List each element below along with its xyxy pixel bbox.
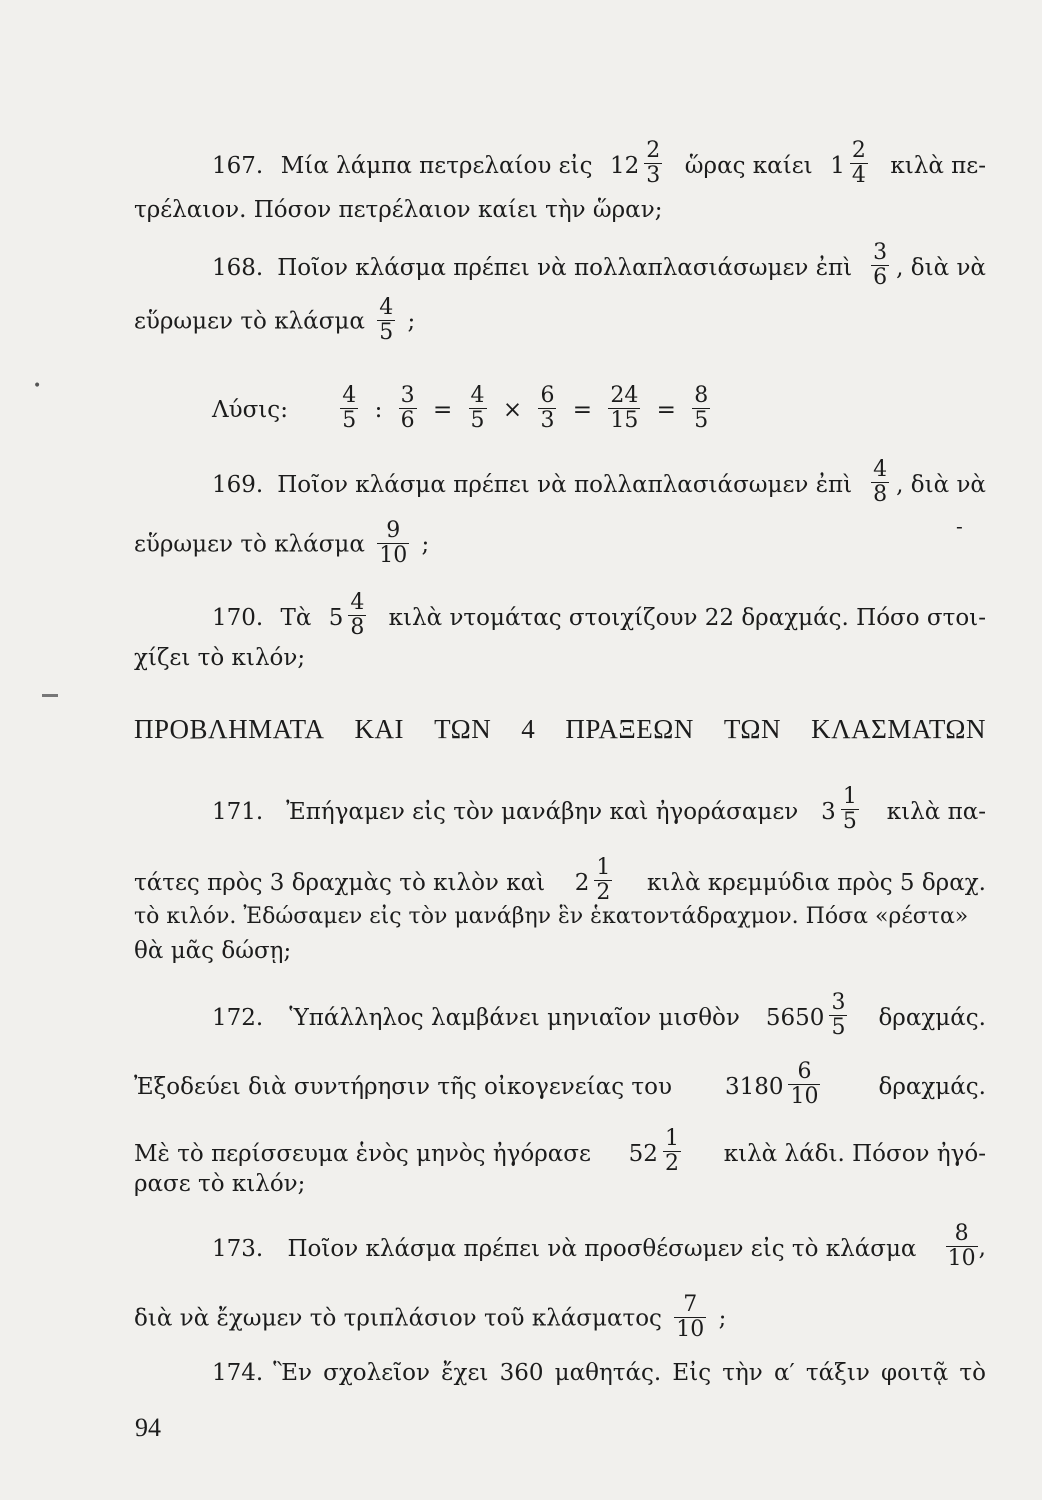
margin-mark xyxy=(42,694,58,697)
mixed-number: 12 $\frac{2}{3}$ xyxy=(609,138,661,188)
fraction: $\frac{3}{5}$ xyxy=(831,990,846,1040)
fraction: $\frac{4}{5}$ xyxy=(379,295,394,345)
problem-167-line-2: τρέλαιον. Πόσον πετρέλαιον καίει τὴν ὥραν; xyxy=(134,197,663,223)
mixed-number: 52 $\frac{1}{2}$ xyxy=(628,1126,679,1176)
problem-169-line-1: 169. Ποῖον κλάσμα πρέπει νὰ πολλαπλασιάσωμεν ἐπὶ $\frac{4}{8}$ , διὰ νὰ xyxy=(212,457,986,507)
fraction: $\frac{1}{2}$ xyxy=(664,1126,679,1176)
problem-171-line-4: θὰ μᾶς δώσῃ; xyxy=(134,938,292,964)
fraction: $\frac{2}{4}$ xyxy=(851,138,866,188)
mixed-number: 3 $\frac{1}{5}$ xyxy=(821,784,857,834)
fraction: $\frac{24}{15}$ xyxy=(610,383,639,433)
problem-172-line-2: Ἐξοδεύει διὰ συντήρησιν τῆς οἰκογενείας του 3180 $\frac{6}{10}$ δραχμάς. xyxy=(134,1059,986,1109)
problem-171-line-2: τάτες πρὸς 3 δραχμὰς τὸ κιλὸν καὶ 2 $\frac{1}{2}$ κιλὰ κρεμμύδια πρὸς 5 δραχ. xyxy=(134,855,986,905)
fraction: $\frac{6}{10}$ xyxy=(790,1059,819,1109)
problem-174-line-1: 174. Ἓν σχολεῖον ἔχει 360 μαθητάς. Εἰς τὴν α′ τάξιν φοιτᾷ τὸ xyxy=(212,1360,986,1386)
fraction: $\frac{3}{6}$ xyxy=(873,240,888,290)
problem-170-number: 170. xyxy=(212,604,264,631)
problem-170-line-1: 170. Τὰ 5 $\frac{4}{8}$ κιλὰ ντομάτας στοιχίζουν 22 δραχμάς. Πόσο στοι- xyxy=(212,590,986,640)
margin-dot: • xyxy=(33,378,42,394)
problem-173-line-1: 173. Ποῖον κλάσμα πρέπει νὰ προσθέσωμεν εἰς τὸ κλάσμα $\frac{8}{10}$ , xyxy=(212,1221,986,1271)
problem-174-number: 174. xyxy=(212,1360,264,1386)
solution-label: Λύσις: xyxy=(212,396,288,423)
fraction: $\frac{8}{10}$ xyxy=(947,1221,976,1271)
problem-172-line-3: Μὲ τὸ περίσσευμα ἑνὸς μηνὸς ἠγόρασε 52 $\frac{1}{2}$ κιλὰ λάδι. Πόσον ἠγό- xyxy=(134,1126,986,1176)
problem-169-number: 169. xyxy=(212,471,264,498)
mixed-number: 1 $\frac{2}{4}$ xyxy=(830,138,866,188)
fraction: $\frac{7}{10}$ xyxy=(676,1292,705,1342)
page-number: 94 xyxy=(135,1413,161,1442)
fraction: $\frac{9}{10}$ xyxy=(379,518,408,568)
problem-173-number: 173. xyxy=(212,1235,264,1262)
fraction: $\frac{1}{2}$ xyxy=(596,855,611,905)
mixed-number: 5 $\frac{4}{8}$ xyxy=(328,590,365,640)
fraction: $\frac{4}{5}$ xyxy=(470,383,485,433)
mixed-number: 5650 $\frac{3}{5}$ xyxy=(765,990,846,1040)
problem-170-line-2: χίζει τὸ κιλόν; xyxy=(134,645,306,671)
section-title: ΠΡΟΒΛΗΜΑΤΑ ΚΑΙ ΤΩΝ 4 ΠΡΑΞΕΩΝ ΤΩΝ ΚΛΑΣΜΑΤΩΝ xyxy=(134,714,986,744)
problem-171-line-3: τὸ κιλόν. Ἐδώσαμεν εἰς τὸν μανάβην ἓν ἑκατοντάδραχμον. Πόσα «ρέστα» xyxy=(134,904,969,929)
fraction: $\frac{8}{5}$ xyxy=(694,383,709,433)
problem-169-line-2: εὕρωμεν τὸ κλάσμα $\frac{9}{10}$ ; xyxy=(134,518,430,568)
fraction: $\frac{4}{8}$ xyxy=(350,590,365,640)
problem-168-line-2: εὕρωμεν τὸ κλάσμα $\frac{4}{5}$ ; xyxy=(134,295,416,345)
solution-line: Λύσις: $\frac{4}{5}$ : $\frac{3}{6}$ = $\frac{4}{5}$ × $\frac{6}{3}$ = $\frac{24}{15}$ = $\frac{8}{5}$ xyxy=(212,383,709,433)
fraction: $\frac{1}{5}$ xyxy=(842,784,857,834)
fraction: $\frac{4}{8}$ xyxy=(873,457,888,507)
problem-171-number: 171. xyxy=(212,798,264,825)
mixed-number: 2 $\frac{1}{2}$ xyxy=(574,855,611,905)
stray-mark: - xyxy=(956,514,963,538)
problem-167-line-1: 167. Μία λάμπα πετρελαίου εἰς 12 $\frac{2}{3}$ ὥρας καίει 1 $\frac{2}{4}$ κιλὰ πε- xyxy=(212,138,986,188)
fraction: $\frac{3}{6}$ xyxy=(400,383,415,433)
problem-172-number: 172. xyxy=(212,1004,264,1031)
fraction: $\frac{2}{3}$ xyxy=(646,138,661,188)
problem-171-line-1: 171. Ἐπήγαμεν εἰς τὸν μανάβην καὶ ἠγοράσαμεν 3 $\frac{1}{5}$ κιλὰ πα- xyxy=(212,784,986,834)
fraction: $\frac{6}{3}$ xyxy=(540,383,555,433)
problem-168-line-1: 168. Ποῖον κλάσμα πρέπει νὰ πολλαπλασιάσωμεν ἐπὶ $\frac{3}{6}$ , διὰ νὰ xyxy=(212,240,986,290)
mixed-number: 3180 $\frac{6}{10}$ xyxy=(724,1059,819,1109)
problem-172-line-4: ρασε τὸ κιλόν; xyxy=(134,1171,306,1197)
problem-172-line-1: 172. Ὑπάλληλος λαμβάνει μηνιαῖον μισθὸν 5650 $\frac{3}{5}$ δραχμάς. xyxy=(212,990,986,1040)
problem-168-number: 168. xyxy=(212,254,264,281)
problem-173-line-2: διὰ νὰ ἔχωμεν τὸ τριπλάσιον τοῦ κλάσματος $\frac{7}{10}$ ; xyxy=(134,1292,727,1342)
fraction: $\frac{4}{5}$ xyxy=(342,383,357,433)
problem-167-number: 167. xyxy=(212,152,264,179)
